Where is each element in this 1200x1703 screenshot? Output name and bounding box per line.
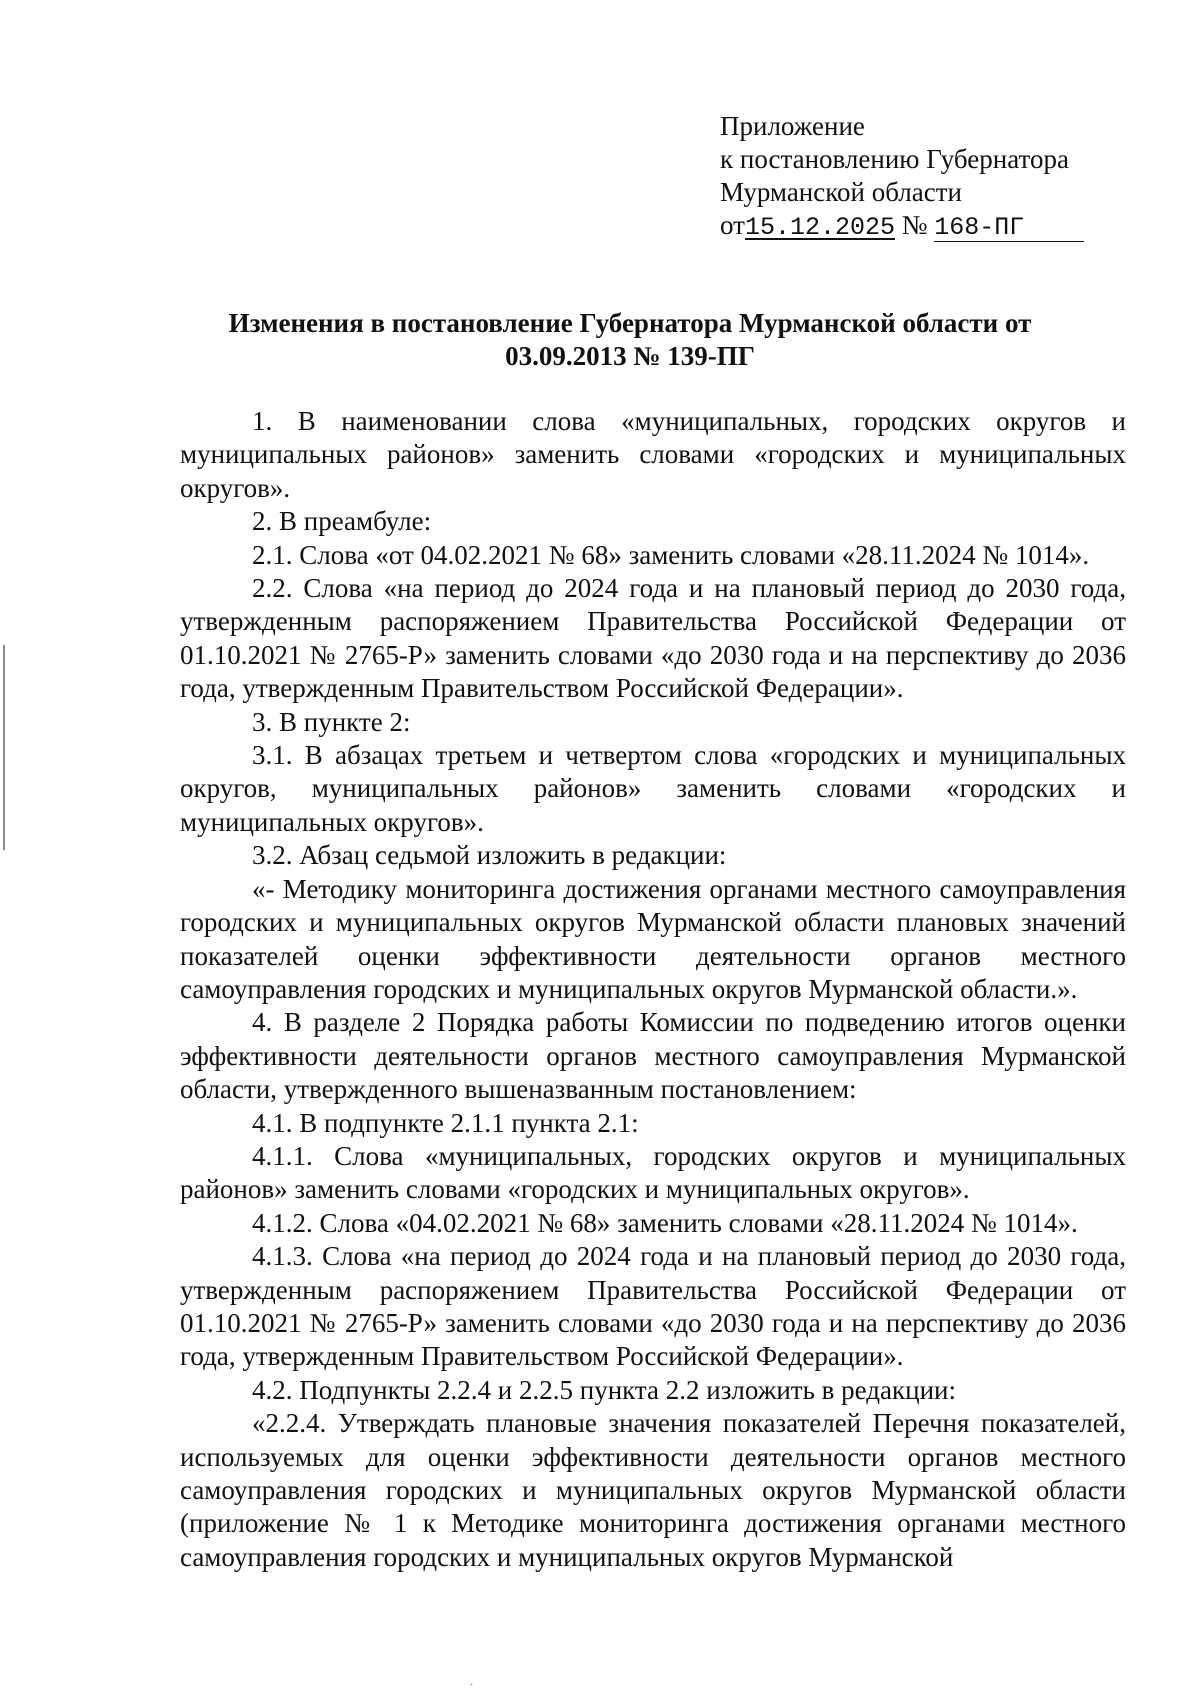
appendix-number-sign: № [901,210,928,240]
paragraph-3-1: 3.1. В абзацах третьем и четвертом слова «городских и муниципальных округов, муниципальных районов» заменить словами «городских и муниципальных округов». [180,740,1126,837]
paragraph-4-1-3: 4.1.3. Слова «на период до 2024 года и на плановый период до 2030 года, утвержденным распоряжением Правительства Российской Федерации от 01.10.2021 № 2765-Р» заменить словами «до 2030 года и на перспективу до 2036 года, утвержденным Правительством Российской Федерации». [180,1241,1126,1372]
scan-dot-mark: · [470,1680,474,1691]
document-body [180,405,1126,1574]
document-title-line-1: Изменения в постановление Губернатора Мурманской области от [228,308,1032,338]
paragraph-2-2: 2.2. Слова «на период до 2024 года и на плановый период до 2030 года, утвержденным распоряжением Правительства Российской Федерации от 01.10.2021 № 2765-Р» заменить словами «до 2030 года и на перспективу до 2036 года, утвержденным Правительством Российской Федерации». [180,573,1126,704]
paragraph-4-1-1: 4.1.1. Слова «муниципальных, городских округов и муниципальных районов» заменить словами «городских и муниципальных округов». [180,1140,1126,1205]
document-title-line-2: 03.09.2013 № 139-ПГ [505,341,755,371]
appendix-from-prefix: от [720,210,745,240]
appendix-date: 15.12.2025 [744,213,895,242]
appendix-header [720,110,1160,244]
paragraph-4-2: 4.2. Подпункты 2.2.4 и 2.2.5 пункта 2.2 изложить в редакции: [252,1374,956,1405]
appendix-date-line [720,209,1160,244]
appendix-region: Мурманской области [720,177,962,207]
appendix-number: 168-ПГ [934,215,1084,242]
document-title [180,307,1080,373]
paragraph-3-2-text: «- Методику мониторинга достижения органами местного самоуправления городских и муниципальных округов Мурманской области плановых значений показателей оценки эффективности деятельности органов местного самоуправления городских и муниципальных округов Мурманской области.». [180,873,1126,1004]
paragraph-1: 1. В наименовании слова «муниципальных, городских округов и муниципальных районов» заменить словами «городских и муниципальных округов». [180,406,1126,503]
scan-edge-mark [3,645,5,850]
paragraph-2-1: 2.1. Слова «от 04.02.2021 № 68» заменить словами «28.11.2024 № 1014». [252,539,1090,570]
paragraph-2: 2. В преамбуле: [252,506,432,537]
paragraph-2-2-4: «2.2.4. Утверждать плановые значения показателей Перечня показателей, используемых для оценки эффективности деятельности органов местного самоуправления городских и муниципальных округов Мурманской области (приложение № 1 к Методике мониторинга достижения органами местного самоуправления городских и муниципальных округов Мурманской [180,1408,1126,1572]
paragraph-4-1: 4.1. В подпункте 2.1.1 пункта 2.1: [252,1107,639,1138]
paragraph-4: 4. В разделе 2 Порядка работы Комиссии по подведению итогов оценки эффективности деятельности органов местного самоуправления Мурманской области, утвержденного вышеназванным постановлением: [180,1007,1126,1105]
appendix-label: Приложение [720,111,865,141]
paragraph-3-2: 3.2. Абзац седьмой изложить в редакции: [252,840,727,871]
appendix-decree-ref: к постановлению Губернатора [720,144,1069,174]
paragraph-4-1-2: 4.1.2. Слова «04.02.2021 № 68» заменить словами «28.11.2024 № 1014». [252,1207,1078,1238]
paragraph-3: 3. В пункте 2: [252,706,411,737]
